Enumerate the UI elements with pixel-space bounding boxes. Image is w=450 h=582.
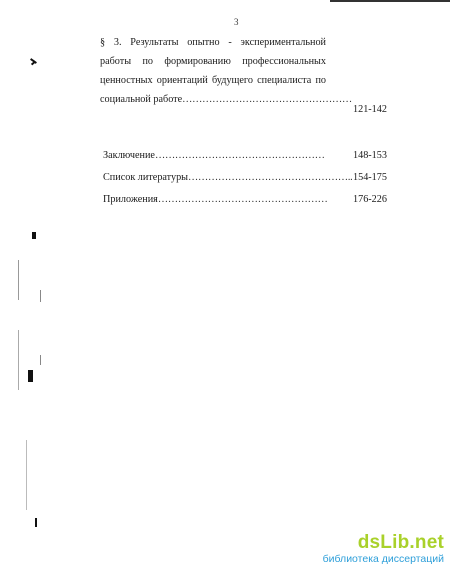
scan-mark [32, 232, 36, 239]
scan-line [26, 440, 27, 510]
toc-section-pages: 121-142 [353, 104, 387, 115]
toc-entry-pages: 154-175 [353, 172, 387, 183]
toc-entry-pages: 176-226 [353, 194, 387, 205]
scan-line [40, 355, 41, 365]
toc-entry-dots: …………………………………………… [157, 194, 328, 205]
toc-entry-label: Список литературы [103, 172, 189, 183]
toc-entry-appendices [103, 194, 328, 205]
toc-entry-conclusion [103, 150, 325, 161]
toc-entry-pages: 148-153 [353, 150, 387, 161]
scan-line [40, 290, 41, 302]
watermark-logo-tld: net [414, 532, 444, 553]
watermark-subtitle: библиотека диссертаций [322, 553, 444, 565]
scan-line [18, 330, 19, 390]
scan-line [18, 260, 19, 300]
scan-mark [28, 370, 33, 382]
watermark-logo-dot: . [409, 532, 415, 553]
toc-entry-dots: …………………………………………… [154, 150, 325, 161]
scan-mark [35, 518, 37, 527]
watermark-logo [284, 532, 444, 554]
toc-section-line-4 [100, 90, 352, 109]
page-number: 3 [234, 17, 239, 27]
toc-section-line-2: работы по формированию профессиональных [100, 56, 326, 67]
scan-top-edge [330, 0, 450, 2]
toc-section-line-4-text: социальной работе [100, 94, 183, 105]
toc-section-entry [100, 33, 352, 109]
toc-section-line-3: ценностных ориентаций будущего специалиста по [100, 75, 326, 86]
watermark-logo-main: dsLib [357, 532, 410, 553]
toc-entry-label: Приложения [103, 194, 158, 205]
toc-section-line-1: § 3. Результаты опытно - экспериментальной [100, 37, 326, 48]
toc-entry-dots: ………………………………………….. [188, 172, 353, 183]
dslib-watermark [284, 532, 444, 565]
toc-section-dots: …………………………………………… [182, 94, 352, 105]
toc-entry-bibliography [103, 172, 353, 183]
toc-entry-label: Заключение [103, 150, 155, 161]
